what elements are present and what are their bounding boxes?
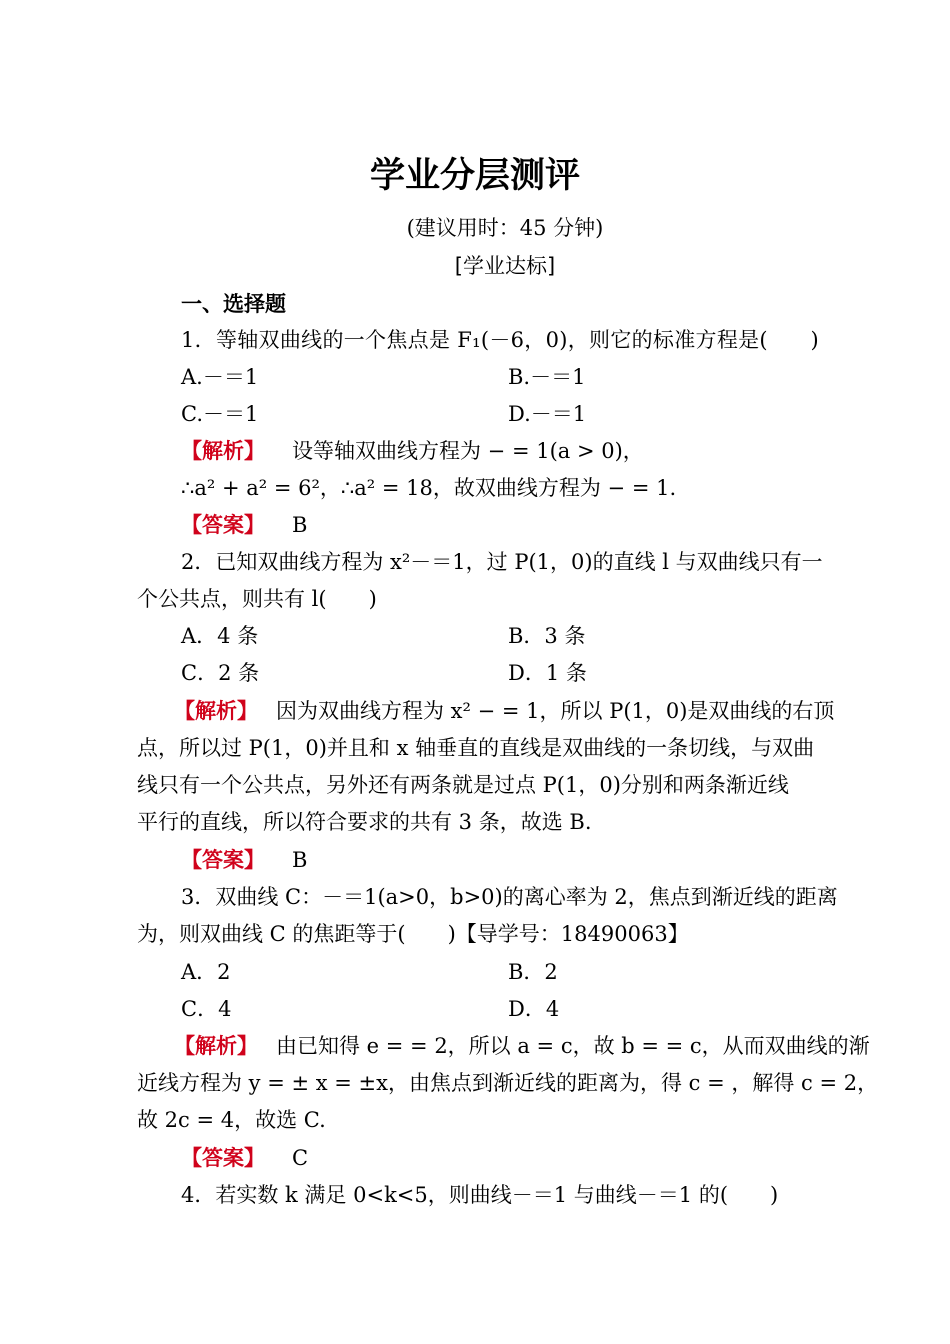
q3-answer-label: 【答案】 xyxy=(181,1146,265,1170)
q2-answer-label: 【答案】 xyxy=(181,848,265,872)
page-title: 学业分层测评 xyxy=(369,156,580,196)
q1-stem: 1．等轴双曲线的一个焦点是 F₁(－6，0)，则它的标准方程是( ) xyxy=(181,328,820,352)
q2-analysis-line-3: 线只有一个公共点，另外还有两条就是过点 P(1，0)分别和两条渐近线 xyxy=(137,773,789,797)
q2-option-d: D．1 条 xyxy=(508,661,587,685)
q2-option-a: A．4 条 xyxy=(181,624,259,648)
q3-option-b: B．2 xyxy=(508,960,558,984)
q3-analysis-line-1: 由已知得 e = = 2，所以 a = c，故 b = = c，从而双曲线的渐 xyxy=(276,1034,870,1058)
q1-option-c: C.－＝1 xyxy=(181,402,259,426)
q3-stem-line-2: 为，则双曲线 C 的焦距等于( )【导学号：18490063】 xyxy=(137,922,689,946)
section-heading: 一、选择题 xyxy=(181,292,286,316)
q1-analysis-tag xyxy=(181,437,265,465)
q2-answer-tag xyxy=(181,846,265,874)
q3-analysis-tag xyxy=(174,1032,258,1060)
q1-option-b: B.－＝1 xyxy=(508,365,586,389)
q2-stem-line-1: 2．已知双曲线方程为 x²－＝1，过 P(1，0)的直线 l 与双曲线只有一 xyxy=(181,550,823,574)
q2-stem-line-2: 个公共点，则共有 l( ) xyxy=(137,587,377,611)
q3-analysis-line-3: 故 2c = 4，故选 C. xyxy=(137,1108,326,1132)
q1-answer-label: 【答案】 xyxy=(181,513,265,537)
q3-analysis-line-2: 近线方程为 y = ± x = ±x，由焦点到渐近线的距离为，得 c = ，解得 c = 2， xyxy=(137,1071,879,1095)
q3-answer-tag xyxy=(181,1144,265,1172)
time-note: (建议用时：45 分钟) xyxy=(406,216,604,240)
q2-answer: B xyxy=(292,848,308,872)
q1-analysis-line-2: ∴a² + a² = 6²，∴a² = 18，故双曲线方程为 − = 1. xyxy=(181,476,677,500)
q3-option-a: A．2 xyxy=(181,960,231,984)
q3-analysis-label: 【解析】 xyxy=(174,1034,258,1058)
q2-option-c: C．2 条 xyxy=(181,661,260,685)
q1-answer: B xyxy=(292,513,308,537)
q3-stem-line-1: 3．双曲线 C：－＝1(a>0，b>0)的离心率为 2，焦点到渐近线的距离 xyxy=(181,885,838,909)
section-tag: [学业达标] xyxy=(454,254,556,278)
q1-analysis-line-1: 设等轴双曲线方程为 − = 1(a > 0)， xyxy=(292,439,644,463)
q2-analysis-tag xyxy=(174,697,258,725)
q3-option-c: C．4 xyxy=(181,997,232,1021)
q3-option-d: D．4 xyxy=(508,997,560,1021)
q3-answer: C xyxy=(292,1146,309,1170)
q1-option-a: A.－＝1 xyxy=(181,365,259,389)
q2-analysis-line-2: 点，所以过 P(1，0)并且和 x 轴垂直的直线是双曲线的一条切线，与双曲 xyxy=(137,736,815,760)
q2-analysis-line-1: 因为双曲线方程为 x² − = 1，所以 P(1，0)是双曲线的右顶 xyxy=(276,699,835,723)
q1-analysis-label: 【解析】 xyxy=(181,439,265,463)
q2-analysis-line-4: 平行的直线，所以符合要求的共有 3 条，故选 B. xyxy=(137,810,592,834)
q1-option-d: D.－＝1 xyxy=(508,402,587,426)
q2-option-b: B．3 条 xyxy=(508,624,586,648)
q2-analysis-label: 【解析】 xyxy=(174,699,258,723)
q4-stem: 4．若实数 k 满足 0<k<5，则曲线－＝1 与曲线－＝1 的( ) xyxy=(181,1183,779,1207)
q1-answer-tag xyxy=(181,511,265,539)
